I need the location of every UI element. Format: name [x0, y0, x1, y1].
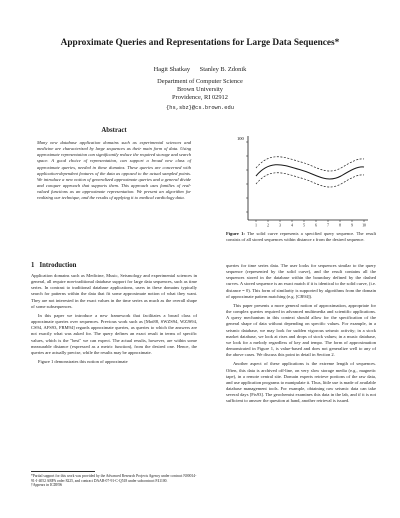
- introduction-body: [31, 273, 197, 368]
- x-tick-label: 9: [351, 223, 353, 228]
- right-paragraph-2: This paper presents a more general notion of approximation, appropriate for the complex queries required in advanced multimedia and scientific applications. A query mechanism in this context should allow for the specification of the general shape of data without depending on specific values. For example, in a seismic database, we may look for sudden vigorous seismic activity; in a stock market database, we look at rises and drops of stock values; in a music database, we look for a melody regardless of key and tempo. The form of approximation demonstrated in Figure 1, is value-based and does not generalize well to any of the above cases. We discuss this point in detail in Section 2.: [226, 302, 376, 358]
- affiliation-address: Providence, RI 02912: [172, 94, 228, 101]
- x-tick-label: 5: [303, 223, 305, 228]
- intro-paragraph-3: Figure 1 demonstrates this notion of approximate: [38, 359, 128, 365]
- figure-1-caption: [226, 231, 376, 243]
- affiliation-university: Brown University: [177, 86, 223, 93]
- x-tick-label: 3: [279, 223, 281, 228]
- right-paragraph-1: queries for time series data. The user looks for sequences similar to the query sequence (represented by the solid curve), and the result contains all the sequences stored in the database within the boundary defined by the dashed curves. A stored sequence is an exact match if it is identical to the solid curve, (i.e. distance = 0). This form of similarity is supported by algorithms from the domain of approximate pattern matching (e.g. [CR94]).: [226, 263, 377, 299]
- intro-paragraph-1: Application domains such as Medicine, Music, Seismology and experimental sciences in general, all require non-traditional database support for large data sequences, such as time series. In contrast to traditional database applications, users in these domains typically search for patterns within the data that fit some approximate notion of what they want. They are not interested in the exact values in the time series as much as the overall shape of some subsequences.: [31, 273, 197, 309]
- author-email: {hs,sbz}@cs.brown.edu: [166, 105, 234, 111]
- x-tick-label: 1: [255, 223, 257, 228]
- y-axis-top-label: 100: [237, 136, 244, 141]
- figure-1: [226, 128, 376, 228]
- footnote-appears-in: †Appears in ICDE96: [31, 483, 63, 488]
- abstract-text: Many new database application domains such as experimental sciences and medicine are characterized by large sequences as their main form of data. Using approximate representation can significantly reduce the required storage and search space. A good choice of representation, can support a broad new class of approximate queries, needed in these domains. These queries are concerned with application-dependent features of the data as opposed to the actual sampled points. We introduce a new notion of generalized approximate queries and a general divide and conquer approach that supports them. This approach uses families of real-valued functions as an approximate representation. We present an algorithm for realizing our technique, and the results of applying it to medical cardiology data.: [37, 140, 191, 201]
- x-axis-ticks: [255, 220, 366, 228]
- lower-bound-curve: [256, 173, 364, 187]
- paper-title: Approximate Queries and Representations for Large Data Sequences*: [60, 38, 340, 48]
- introduction-heading: 1 Introduction: [31, 262, 77, 269]
- author-names: Hagit Shatkay Stanley B. Zdonik: [153, 66, 247, 73]
- intro-paragraph-2: In this paper we introduce a new framework that facilitates a broad class of approximate queries over sequences. Previous work such as [Mot88, SWZS94, WZJS94, CS94, AFS93, FRM94] regards approximate queries, as queries to which the answers are not exactly what was asked for. The query defines an exact result in terms of specific values, which is the "best" we can expect. The actual results, however, are within some measurable distance (expressed as a metric function), from the desired one. Hence, the queries are actually precise, while the results may be approximate.: [31, 312, 197, 355]
- x-tick-label: 4: [291, 223, 293, 228]
- right-paragraph-3: Another aspect of these applications is the extreme length of sequences. Often, this data is archived off-line, on very slow storage media (e.g., magnetic tape), in a remote central site. Domain experts retrieve portions of the raw data, and use application programs to manipulate it. Thus, little use is made of available database management tools. For example, obtaining raw seismic data can take several days [Fis93]. The geochemist examines this data in the lab, and if it is not sufficient to answer the question at hand, another retrieval is issued.: [226, 361, 376, 404]
- figure-1-plot: [226, 128, 376, 228]
- caption-text: The solid curve represents a specified query sequence. The result consists of all stored sequences within distance ε from the desired sequence.: [226, 231, 376, 243]
- query-curve: [256, 165, 364, 179]
- x-tick-label: 10: [362, 223, 366, 228]
- affiliation-department: Department of Computer Science: [157, 78, 243, 85]
- caption-label: Figure 1:: [226, 231, 245, 236]
- upper-bound-curve: [256, 157, 364, 171]
- abstract-heading: Abstract: [101, 127, 127, 134]
- x-tick-label: 2: [267, 223, 269, 228]
- footnotes: [31, 474, 197, 488]
- right-column-body: [226, 263, 376, 407]
- x-tick-label: 7: [327, 223, 329, 228]
- footnote-support: *Partial support for this work was provided by the Advanced Research Projects Agency under contract N00014-91-J-4052 ARPA order 8225, and contract DAAB-07-91-C-Q518 under subcontract F41100.: [31, 474, 197, 483]
- x-tick-label: 8: [339, 223, 341, 228]
- x-tick-label: 6: [315, 223, 317, 228]
- footnote-rule: [31, 471, 95, 472]
